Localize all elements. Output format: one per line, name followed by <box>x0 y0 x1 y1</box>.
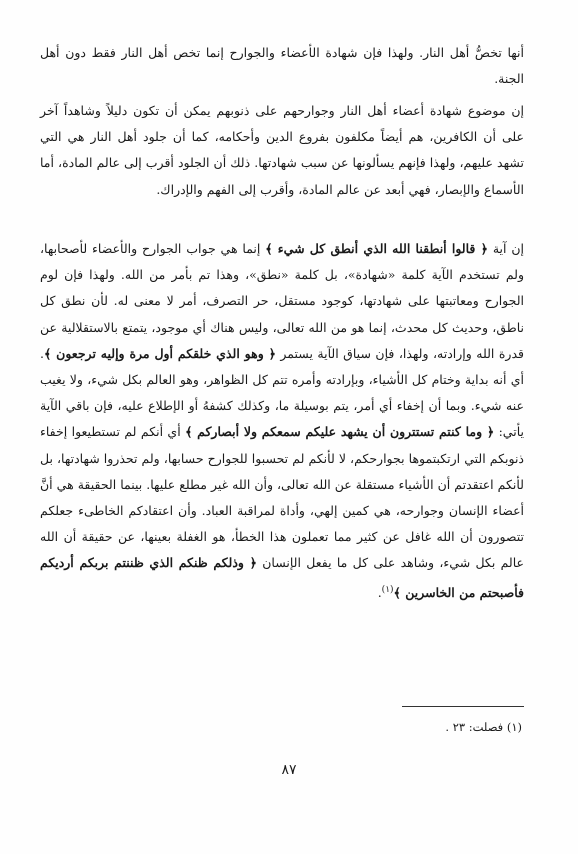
paragraph-3 <box>40 236 524 606</box>
footnote: (١) فصلت: ٢٣ . <box>445 720 522 734</box>
footnote-reference: (١) <box>381 584 394 595</box>
page-number: ٨٧ <box>281 762 297 778</box>
paragraph-3-text-1: إن آية <box>492 241 524 256</box>
paragraph-3-end: . <box>377 584 382 600</box>
footnote-divider <box>402 706 524 707</box>
paragraph-1: أنها تخصُّ أهل النار. ولهذا فإن شهادة الأعضاء والجوارح إنما تخص أهل النار فقط دون أهل الجنة. <box>40 45 524 87</box>
paragraph-3-text-2: إنما هي جواب الجوارح والأعضاء لأصحابها، ولم تستخدم الآية كلمة «شهادة»، بل كلمة «نطق»، وهذا تم بأمر من الله. ولهذا فإن لوم الجوارح ومعاتبتها على شهادتها، كوجود مستقل، حر التصرف، أمر لا معنى له. لأن نطق كل ناطق، وحديث كل محدث، إنما هو من الله تعالى، وليس هناك أي موجود، يتمتع بالاستقلالية عن قدرة الله وإرادته، ولهذا، فإن سياق الآية يستمر <box>40 241 524 361</box>
quran-verse-1: ﴿ قالوا أنطقنا الله الذي أنطق كل شيء ﴾ <box>265 241 488 256</box>
paragraph-3-text-3: . أي أنه بداية وختام كل الأشياء، وبإرادته وأمره تتم كل الظواهر، وهو العالم بكل شيء، ولا يغيب عنه شيء. وبما أن إخفاء أي أمر، يتم بوسيلة ما، وكذلك كشفهُ أو الإطلاع عليه، فإن باقي الآية يأتي: <box>40 345 524 440</box>
quran-verse-4: ﴿ وذلكم ظنكم الذي ظننتم بربكم أرديكم فأصبحتم من الخاسرين ﴾ <box>40 555 524 600</box>
quran-verse-3: ﴿ وما كنتم تستترون أن يشهد عليكم سمعكم ولا أبصاركم ﴾ <box>185 424 495 440</box>
paragraph-3-text-4: أي أنكم لم تستطيعوا إخفاء ذنوبكم التي ارتكبتموها بجوارحكم، لا لأنكم لم تحسبوا للجوارح حسابها، ولم تحذروا شهادتها، بل لأنكم اعتقدتم أن الأشياء مستقلة عن الله تعالى، وأن الله غير مطلع عليها. بينما الحقيقة هي أنَّ أعضاء الإنسان وجوارحه، هي كمين إلهي، وأداة لمراقبة العباد. وأن اعتقادكم الخاطىء جعلكم تتصورون أن الله غافل عن كثير مما تعملون هذا الخطأ، هو الغفلة بعينها، عن حقيقة أن الله عالم بكل شيء، وشاهد على كل ما يفعل الإنسان <box>40 424 524 571</box>
paragraph-2: إن موضوع شهادة أعضاء أهل النار وجوارحهم على ذنوبهم يمكن أن تكون دليلاً وشاهداً آخر على أن الكافرين، هم أيضاً مكلفون بفروع الدين وأحكامه، كما أن جلود أهل النار هي التي تشهد عليهم، ولهذا فإنهم يسألونها عن سبب شهادتها. ذلك أن الجلود أقرب إلى عالم المادة، أما الأسماع والإبصار، فهي أبعد عن عالم المادة، وأقرب إلى الفهم والإدراك. <box>40 103 524 197</box>
quran-verse-2: ﴿ وهو الذي خلقكم أول مرة وإليه ترجعون ﴾ <box>43 345 276 361</box>
